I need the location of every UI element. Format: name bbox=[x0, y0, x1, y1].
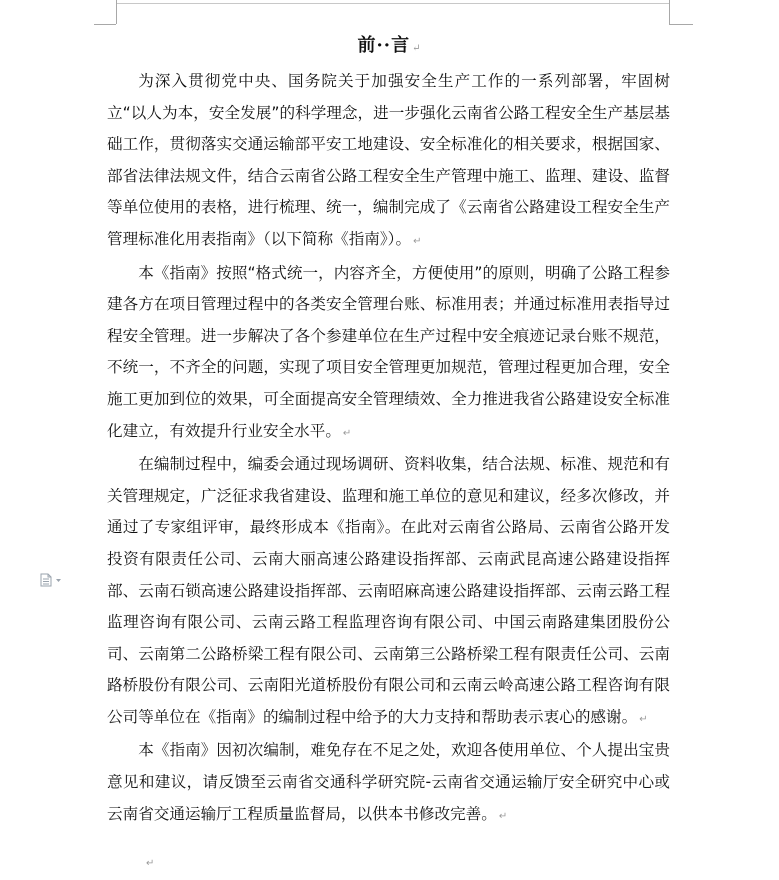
paragraph-mark: ↵ bbox=[413, 235, 422, 247]
paragraph-mark: ↵ bbox=[498, 810, 508, 822]
document-body[interactable] bbox=[107, 66, 670, 832]
crop-mark-top-right bbox=[669, 0, 670, 24]
end-paragraph-mark: ↵ bbox=[146, 858, 155, 869]
document-comment-icon-graphic bbox=[40, 573, 64, 587]
paragraph-4-text[interactable]: 本《指南》因初次编制，难免存在不足之处，欢迎各使用单位、个人提出宝贵意见和建议，请反馈至云南省交通科学研究院-云南省交通运输厅安全研究中心或云南省交通运输厅工程质量监督局，以供本书修改完善。 bbox=[107, 741, 670, 823]
paragraph-mark: ↵ bbox=[342, 427, 352, 439]
paragraph-mark: ↵ bbox=[639, 713, 648, 725]
crop-mark-top-right-horizontal bbox=[669, 24, 693, 25]
crop-mark-top-left bbox=[116, 0, 117, 24]
paragraph-3-text[interactable]: 在编制过程中，编委会通过现场调研、资料收集，结合法规、标准、规范和有关管理规定，广泛征求我省建设、监理和施工单位的意见和建议，经多次修改，并通过了专家组评审，最终形成本《指南》。在此对云南省公路局、云南省公路开发投资有限责任公司、云南大丽高速公路建设指挥部、云南武昆高速公路建设指挥部、云南石锁高速公路建设指挥部、云南昭麻高速公路建设指挥部、云南云路工程监理咨询有限公司、云南云路工程监理咨询有限公司、中国云南路建集团股份公司、云南第二公路桥梁工程有限公司、云南第三公路桥梁工程有限责任公司、云南路桥股份有限公司、云南阳光道桥股份有限公司和云南云岭高速公路工程咨询有限公司等单位在《指南》的编制过程中给予的大力支持和帮助表示衷心的感谢。 bbox=[107, 455, 670, 726]
paragraph-3[interactable] bbox=[107, 449, 670, 735]
title-text[interactable]: 前··言 bbox=[357, 35, 411, 56]
paragraph-1-text[interactable]: 为深入贯彻党中央、国务院关于加强安全生产工作的一系列部署，牢固树立“以人为本，安全发展”的科学理念，进一步强化云南省公路工程安全生产基层基础工作，贯彻落实交通运输部平安工地建设、安全标准化的相关要求，根据国家、部省法律法规文件，结合云南省公路工程安全生产管理中施工、监理、建设、监督等单位使用的表格，进行梳理、统一，编制完成了《云南省公路建设工程安全生产管理标准化用表指南》（以下简称《指南》）。 bbox=[107, 72, 670, 248]
page-title[interactable] bbox=[0, 32, 779, 63]
paragraph-mark: ↵ bbox=[412, 43, 422, 54]
paragraph-2-text[interactable]: 本《指南》按照“格式统一，内容齐全，方便使用”的原则，明确了公路工程参建各方在项目管理过程中的各类安全管理台账、标准用表；并通过标准用表指导过程安全管理。进一步解决了各个参建单位在生产过程中安全痕迹记录台账不规范，不统一，不齐全的问题，实现了项目安全管理更加规范，管理过程更加合理，安全施工更加到位的效果，可全面提高安全管理绩效、全力推进我省公路建设安全标准化建立，有效提升行业安全水平。 bbox=[107, 263, 670, 440]
paragraph-4[interactable] bbox=[107, 735, 670, 832]
crop-mark-top-left-horizontal bbox=[94, 24, 116, 25]
page-top-edge bbox=[116, 3, 669, 4]
document-comment-icon[interactable] bbox=[40, 572, 64, 586]
paragraph-1[interactable] bbox=[107, 66, 670, 258]
paragraph-2[interactable] bbox=[107, 258, 670, 450]
